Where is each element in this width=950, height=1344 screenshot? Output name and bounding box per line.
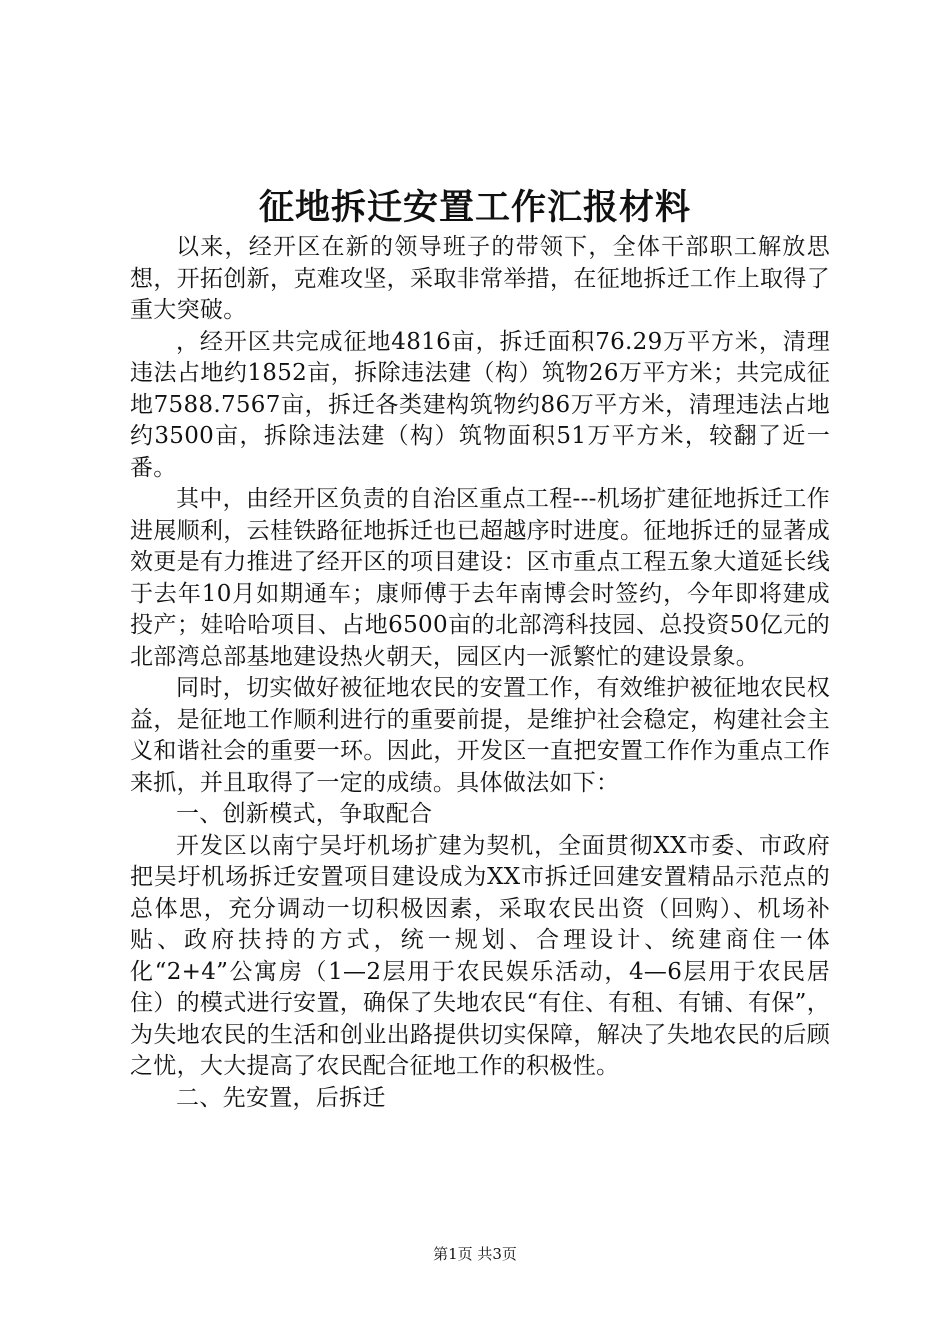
page-footer: 第1页 共3页	[433, 1245, 517, 1263]
paragraph-section-1: 开发区以南宁吴圩机场扩建为契机，全面贯彻XX市委、市政府把吴圩机场拆迁安置项目建设成为XX市拆迁回建安置精品示范点的总体思，充分调动一切积极因素，采取农民出资（回购）、机场补贴、政府扶持的方式，统一规划、合理设计、统建商住一体化“2+4”公寓房（1—2层用于农民娱乐活动，4—6层用于农民居住）的模式进行安置，确保了失地农民“有住、有租、有铺、有保”，为失地农民的生活和创业出路提供切实保障，解决了失地农民的后顾之忧，大大提高了农民配合征地工作的积极性。	[130, 832, 830, 1079]
paragraph-key-projects: 其中，由经开区负责的自治区重点工程---机场扩建征地拆迁工作进展顺利，云桂铁路征地拆迁也已超越序时进度。征地拆迁的显著成效更是有力推进了经开区的项目建设：区市重点工程五象大道延长线于去年10月如期通车；康师傅于去年南博会时签约，今年即将建成投产；娃哈哈项目、占地6500亩的北部湾科技园、总投资50亿元的北部湾总部基地建设热火朝天，园区内一派繁忙的建设景象。	[130, 486, 830, 670]
section-heading-1: 一、创新模式，争取配合	[176, 801, 433, 827]
paragraph-resettlement: 同时，切实做好被征地农民的安置工作，有效维护被征地农民权益，是征地工作顺利进行的重要前提，是维护社会稳定，构建社会主义和谐社会的重要一环。因此，开发区一直把安置工作作为重点工作来抓，并且取得了一定的成绩。具体做法如下：	[130, 675, 830, 796]
document-body	[130, 232, 830, 1114]
section-heading-2: 二、先安置，后拆迁	[176, 1084, 386, 1111]
paragraph-intro: 以来，经开区在新的领导班子的带领下，全体干部职工解放思想，开拓创新，克难攻坚，采取非常举措，在征地拆迁工作上取得了重大突破。	[130, 234, 830, 323]
paragraph-statistics: ，经开区共完成征地4816亩，拆迁面积76.29万平方米，清理违法占地约1852亩，拆除违法建（构）筑物26万平方米；共完成征地7588.7567亩，拆迁各类建构筑物约86万平方米，清理违法占地约3500亩，拆除违法建（构）筑物面积51万平方米，较翻了近一番。	[130, 328, 830, 481]
document-title: 征地拆迁安置工作汇报材料	[258, 187, 691, 228]
